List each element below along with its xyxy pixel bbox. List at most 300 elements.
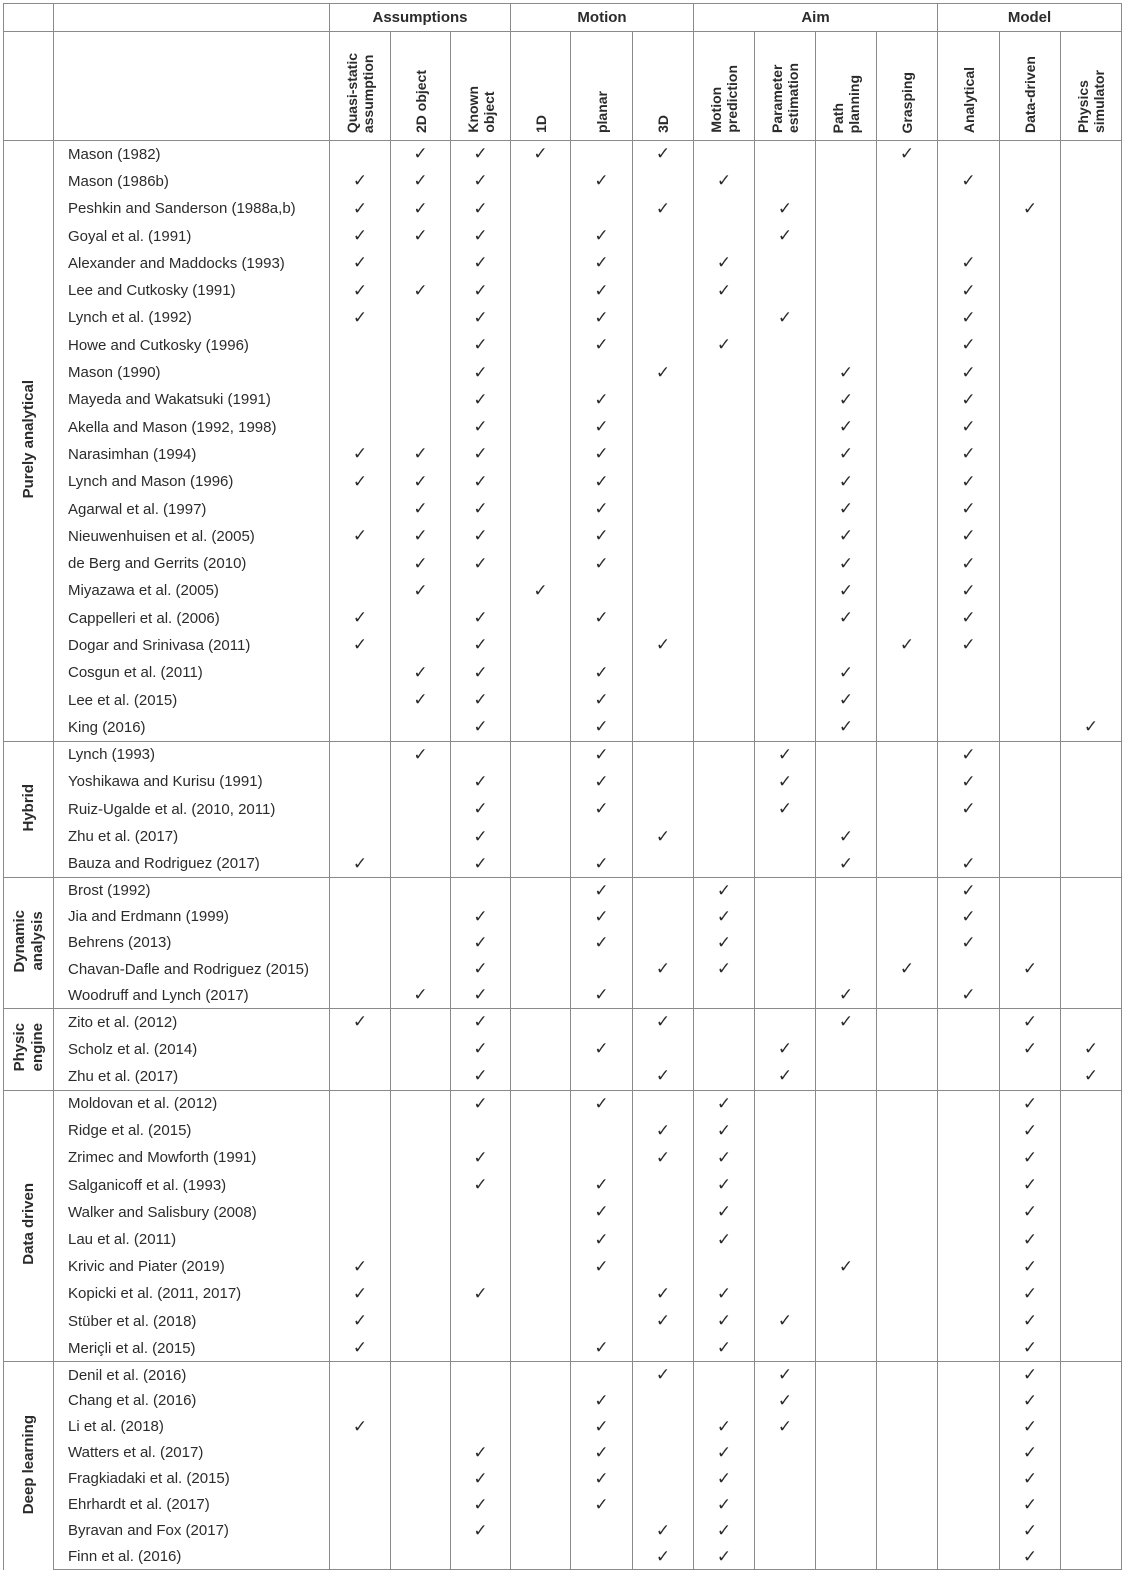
check-mark-cell: ✓ bbox=[694, 1518, 755, 1544]
empty-cell bbox=[694, 1063, 755, 1090]
empty-cell bbox=[816, 1280, 877, 1307]
table-row bbox=[4, 659, 1122, 686]
empty-cell bbox=[511, 1414, 571, 1440]
empty-cell bbox=[694, 359, 755, 386]
empty-cell bbox=[391, 359, 451, 386]
reference-cell: Yoshikawa and Kurisu (1991) bbox=[54, 768, 330, 795]
empty-cell bbox=[694, 605, 755, 632]
check-mark-cell: ✓ bbox=[571, 1090, 633, 1117]
empty-cell bbox=[816, 1226, 877, 1253]
empty-cell bbox=[511, 1518, 571, 1544]
table-row bbox=[4, 250, 1122, 277]
empty-cell bbox=[330, 796, 391, 823]
table-row bbox=[4, 141, 1122, 168]
empty-cell bbox=[755, 495, 816, 522]
col-data-driven bbox=[1000, 32, 1061, 141]
empty-cell bbox=[1000, 982, 1061, 1008]
table-row bbox=[4, 1362, 1122, 1388]
reference-cell: Mayeda and Wakatsuki (1991) bbox=[54, 386, 330, 413]
empty-cell bbox=[877, 982, 938, 1008]
empty-cell bbox=[1061, 632, 1122, 659]
empty-cell bbox=[330, 741, 391, 768]
empty-cell bbox=[755, 850, 816, 877]
check-mark-cell: ✓ bbox=[1061, 714, 1122, 741]
empty-cell bbox=[633, 386, 694, 413]
check-mark-cell: ✓ bbox=[391, 141, 451, 168]
table-row bbox=[4, 1090, 1122, 1117]
check-mark-cell: ✓ bbox=[938, 386, 1000, 413]
check-mark-cell: ✓ bbox=[755, 1414, 816, 1440]
check-mark-cell: ✓ bbox=[938, 550, 1000, 577]
empty-cell bbox=[511, 495, 571, 522]
empty-cell bbox=[938, 1226, 1000, 1253]
check-mark-cell: ✓ bbox=[451, 1280, 511, 1307]
empty-cell bbox=[755, 823, 816, 850]
empty-cell bbox=[511, 1280, 571, 1307]
empty-cell bbox=[330, 878, 391, 904]
empty-cell bbox=[451, 1253, 511, 1280]
empty-cell bbox=[330, 1362, 391, 1388]
empty-cell bbox=[1061, 1308, 1122, 1335]
check-mark-cell: ✓ bbox=[694, 250, 755, 277]
reference-cell: Peshkin and Sanderson (1988a,b) bbox=[54, 195, 330, 222]
empty-cell bbox=[755, 904, 816, 930]
table-row bbox=[4, 1199, 1122, 1226]
empty-cell bbox=[1061, 168, 1122, 195]
empty-cell bbox=[511, 823, 571, 850]
check-mark-cell: ✓ bbox=[938, 930, 1000, 956]
table-row bbox=[4, 468, 1122, 495]
empty-cell bbox=[633, 332, 694, 359]
empty-cell bbox=[511, 1063, 571, 1090]
empty-cell bbox=[511, 796, 571, 823]
check-mark-cell: ✓ bbox=[330, 250, 391, 277]
reference-cell: King (2016) bbox=[54, 714, 330, 741]
empty-cell bbox=[451, 1388, 511, 1414]
reference-cell: Byravan and Fox (2017) bbox=[54, 1518, 330, 1544]
empty-cell bbox=[938, 1440, 1000, 1466]
reference-cell: Cappelleri et al. (2006) bbox=[54, 605, 330, 632]
empty-cell bbox=[511, 468, 571, 495]
category-label: Hybrid bbox=[19, 783, 37, 832]
empty-cell bbox=[816, 904, 877, 930]
empty-cell bbox=[877, 605, 938, 632]
empty-cell bbox=[877, 1280, 938, 1307]
empty-cell bbox=[938, 1414, 1000, 1440]
empty-cell bbox=[694, 741, 755, 768]
check-mark-cell: ✓ bbox=[755, 1308, 816, 1335]
empty-cell bbox=[694, 850, 755, 877]
empty-cell bbox=[1061, 577, 1122, 604]
empty-cell bbox=[451, 741, 511, 768]
empty-cell bbox=[816, 1388, 877, 1414]
reference-cell: Agarwal et al. (1997) bbox=[54, 495, 330, 522]
reference-cell: Mason (1982) bbox=[54, 141, 330, 168]
empty-cell bbox=[877, 1544, 938, 1570]
check-mark-cell: ✓ bbox=[1061, 1063, 1122, 1090]
col-motion-prediction bbox=[694, 32, 755, 141]
reference-cell: Goyal et al. (1991) bbox=[54, 222, 330, 249]
check-mark-cell: ✓ bbox=[330, 277, 391, 304]
check-mark-cell: ✓ bbox=[451, 605, 511, 632]
check-mark-cell: ✓ bbox=[755, 195, 816, 222]
table-row bbox=[4, 1466, 1122, 1492]
empty-cell bbox=[938, 1388, 1000, 1414]
table-row bbox=[4, 632, 1122, 659]
check-mark-cell: ✓ bbox=[938, 332, 1000, 359]
check-mark-cell: ✓ bbox=[938, 982, 1000, 1008]
empty-cell bbox=[1000, 468, 1061, 495]
check-mark-cell: ✓ bbox=[633, 359, 694, 386]
empty-cell bbox=[391, 1226, 451, 1253]
check-mark-cell: ✓ bbox=[451, 1172, 511, 1199]
empty-cell bbox=[1061, 605, 1122, 632]
empty-cell bbox=[1061, 1226, 1122, 1253]
reference-cell: Akella and Mason (1992, 1998) bbox=[54, 413, 330, 440]
reference-cell: Kopicki et al. (2011, 2017) bbox=[54, 1280, 330, 1307]
empty-cell bbox=[633, 1335, 694, 1362]
check-mark-cell: ✓ bbox=[451, 332, 511, 359]
check-mark-cell: ✓ bbox=[694, 930, 755, 956]
empty-cell bbox=[938, 956, 1000, 982]
reference-cell: Dogar and Srinivasa (2011) bbox=[54, 632, 330, 659]
empty-cell bbox=[511, 956, 571, 982]
check-mark-cell: ✓ bbox=[694, 1226, 755, 1253]
empty-cell bbox=[877, 386, 938, 413]
check-mark-cell: ✓ bbox=[571, 850, 633, 877]
empty-cell bbox=[633, 168, 694, 195]
check-mark-cell: ✓ bbox=[451, 632, 511, 659]
empty-cell bbox=[391, 768, 451, 795]
table-row bbox=[4, 1335, 1122, 1362]
empty-cell bbox=[391, 1063, 451, 1090]
check-mark-cell: ✓ bbox=[330, 195, 391, 222]
table-row bbox=[4, 277, 1122, 304]
reference-cell: Lynch and Mason (1996) bbox=[54, 468, 330, 495]
category-label: Dynamic analysis bbox=[10, 909, 46, 973]
reference-cell: Mason (1986b) bbox=[54, 168, 330, 195]
check-mark-cell: ✓ bbox=[1000, 1090, 1061, 1117]
empty-cell bbox=[877, 441, 938, 468]
empty-cell bbox=[1000, 741, 1061, 768]
empty-cell bbox=[1061, 304, 1122, 331]
empty-cell bbox=[1061, 956, 1122, 982]
empty-cell bbox=[511, 1492, 571, 1518]
check-mark-cell: ✓ bbox=[755, 304, 816, 331]
reference-cell: Zrimec and Mowforth (1991) bbox=[54, 1144, 330, 1171]
empty-cell bbox=[330, 359, 391, 386]
check-mark-cell: ✓ bbox=[391, 222, 451, 249]
column-label: Path planning bbox=[830, 74, 862, 133]
empty-cell bbox=[938, 1063, 1000, 1090]
reference-cell: Lau et al. (2011) bbox=[54, 1226, 330, 1253]
col-path-planning bbox=[816, 32, 877, 141]
empty-cell bbox=[511, 195, 571, 222]
check-mark-cell: ✓ bbox=[571, 250, 633, 277]
col-grasping bbox=[877, 32, 938, 141]
col-planar bbox=[571, 32, 633, 141]
empty-cell bbox=[511, 1335, 571, 1362]
check-mark-cell: ✓ bbox=[571, 878, 633, 904]
empty-cell bbox=[877, 1063, 938, 1090]
empty-cell bbox=[451, 1544, 511, 1570]
check-mark-cell: ✓ bbox=[391, 195, 451, 222]
check-mark-cell: ✓ bbox=[1000, 1253, 1061, 1280]
check-mark-cell: ✓ bbox=[451, 850, 511, 877]
empty-cell bbox=[755, 1280, 816, 1307]
check-mark-cell: ✓ bbox=[571, 1414, 633, 1440]
check-mark-cell: ✓ bbox=[938, 878, 1000, 904]
empty-cell bbox=[755, 605, 816, 632]
empty-cell bbox=[938, 1144, 1000, 1171]
check-mark-cell: ✓ bbox=[451, 1440, 511, 1466]
check-mark-cell: ✓ bbox=[694, 1090, 755, 1117]
empty-cell bbox=[391, 1253, 451, 1280]
table-row bbox=[4, 1492, 1122, 1518]
column-header-row bbox=[4, 32, 1122, 141]
check-mark-cell: ✓ bbox=[1000, 1308, 1061, 1335]
reference-cell: Stüber et al. (2018) bbox=[54, 1308, 330, 1335]
check-mark-cell: ✓ bbox=[571, 523, 633, 550]
check-mark-cell: ✓ bbox=[451, 468, 511, 495]
empty-cell bbox=[816, 1308, 877, 1335]
category-cell bbox=[4, 141, 54, 742]
check-mark-cell: ✓ bbox=[330, 1335, 391, 1362]
empty-cell bbox=[694, 304, 755, 331]
empty-cell bbox=[938, 1308, 1000, 1335]
check-mark-cell: ✓ bbox=[816, 714, 877, 741]
empty-cell bbox=[330, 1466, 391, 1492]
empty-cell bbox=[755, 168, 816, 195]
check-mark-cell: ✓ bbox=[1000, 1518, 1061, 1544]
table-row bbox=[4, 1518, 1122, 1544]
check-mark-cell: ✓ bbox=[571, 277, 633, 304]
empty-cell bbox=[330, 1063, 391, 1090]
empty-cell bbox=[330, 577, 391, 604]
empty-cell bbox=[330, 1492, 391, 1518]
check-mark-cell: ✓ bbox=[938, 605, 1000, 632]
empty-cell bbox=[1061, 850, 1122, 877]
empty-cell bbox=[451, 1414, 511, 1440]
check-mark-cell: ✓ bbox=[633, 823, 694, 850]
check-mark-cell: ✓ bbox=[451, 523, 511, 550]
check-mark-cell: ✓ bbox=[1000, 1492, 1061, 1518]
empty-cell bbox=[755, 1199, 816, 1226]
check-mark-cell: ✓ bbox=[391, 550, 451, 577]
corner-cell bbox=[4, 4, 54, 32]
check-mark-cell: ✓ bbox=[816, 686, 877, 713]
empty-cell bbox=[755, 1466, 816, 1492]
corner-cell bbox=[4, 32, 54, 141]
table-row bbox=[4, 1544, 1122, 1570]
check-mark-cell: ✓ bbox=[391, 982, 451, 1008]
empty-cell bbox=[877, 1226, 938, 1253]
check-mark-cell: ✓ bbox=[571, 1335, 633, 1362]
empty-cell bbox=[571, 1544, 633, 1570]
empty-cell bbox=[1061, 1199, 1122, 1226]
check-mark-cell: ✓ bbox=[330, 1253, 391, 1280]
empty-cell bbox=[877, 741, 938, 768]
empty-cell bbox=[1061, 1388, 1122, 1414]
check-mark-cell: ✓ bbox=[633, 1008, 694, 1035]
empty-cell bbox=[1061, 878, 1122, 904]
check-mark-cell: ✓ bbox=[694, 878, 755, 904]
table-row bbox=[4, 956, 1122, 982]
reference-cell: Alexander and Maddocks (1993) bbox=[54, 250, 330, 277]
check-mark-cell: ✓ bbox=[511, 577, 571, 604]
empty-cell bbox=[755, 1492, 816, 1518]
check-mark-cell: ✓ bbox=[633, 1280, 694, 1307]
empty-cell bbox=[1000, 222, 1061, 249]
check-mark-cell: ✓ bbox=[1000, 1544, 1061, 1570]
check-mark-cell: ✓ bbox=[391, 741, 451, 768]
empty-cell bbox=[391, 1414, 451, 1440]
check-mark-cell: ✓ bbox=[633, 1362, 694, 1388]
check-mark-cell: ✓ bbox=[330, 1280, 391, 1307]
empty-cell bbox=[816, 1544, 877, 1570]
check-mark-cell: ✓ bbox=[451, 495, 511, 522]
check-mark-cell: ✓ bbox=[755, 1362, 816, 1388]
check-mark-cell: ✓ bbox=[1000, 1008, 1061, 1035]
check-mark-cell: ✓ bbox=[1000, 1144, 1061, 1171]
empty-cell bbox=[755, 386, 816, 413]
check-mark-cell: ✓ bbox=[938, 359, 1000, 386]
check-mark-cell: ✓ bbox=[755, 796, 816, 823]
category-cell bbox=[4, 1090, 54, 1362]
empty-cell bbox=[633, 686, 694, 713]
empty-cell bbox=[511, 741, 571, 768]
empty-cell bbox=[877, 359, 938, 386]
category-cell bbox=[4, 1362, 54, 1570]
check-mark-cell: ✓ bbox=[330, 605, 391, 632]
check-mark-cell: ✓ bbox=[938, 523, 1000, 550]
empty-cell bbox=[391, 1335, 451, 1362]
empty-cell bbox=[1061, 982, 1122, 1008]
empty-cell bbox=[1061, 659, 1122, 686]
table-row bbox=[4, 714, 1122, 741]
empty-cell bbox=[755, 632, 816, 659]
check-mark-cell: ✓ bbox=[938, 768, 1000, 795]
empty-cell bbox=[938, 1253, 1000, 1280]
check-mark-cell: ✓ bbox=[571, 686, 633, 713]
empty-cell bbox=[391, 1144, 451, 1171]
check-mark-cell: ✓ bbox=[938, 632, 1000, 659]
empty-cell bbox=[633, 714, 694, 741]
empty-cell bbox=[1000, 577, 1061, 604]
empty-cell bbox=[511, 904, 571, 930]
empty-cell bbox=[755, 930, 816, 956]
table-row bbox=[4, 1280, 1122, 1307]
empty-cell bbox=[1000, 686, 1061, 713]
empty-cell bbox=[1061, 1414, 1122, 1440]
column-label: Physics simulator bbox=[1075, 69, 1107, 133]
empty-cell bbox=[330, 1117, 391, 1144]
table-row bbox=[4, 1440, 1122, 1466]
empty-cell bbox=[1000, 386, 1061, 413]
check-mark-cell: ✓ bbox=[816, 413, 877, 440]
table-row bbox=[4, 741, 1122, 768]
empty-cell bbox=[938, 1518, 1000, 1544]
empty-cell bbox=[511, 1544, 571, 1570]
empty-cell bbox=[755, 250, 816, 277]
empty-cell bbox=[633, 850, 694, 877]
table-row bbox=[4, 930, 1122, 956]
check-mark-cell: ✓ bbox=[938, 304, 1000, 331]
column-label: Grasping bbox=[899, 71, 915, 133]
empty-cell bbox=[694, 1008, 755, 1035]
reference-cell: Lee and Cutkosky (1991) bbox=[54, 277, 330, 304]
reference-cell: Narasimhan (1994) bbox=[54, 441, 330, 468]
empty-cell bbox=[1061, 1144, 1122, 1171]
check-mark-cell: ✓ bbox=[330, 468, 391, 495]
empty-cell bbox=[330, 1544, 391, 1570]
check-mark-cell: ✓ bbox=[451, 386, 511, 413]
empty-cell bbox=[330, 1440, 391, 1466]
check-mark-cell: ✓ bbox=[571, 1492, 633, 1518]
table-row bbox=[4, 222, 1122, 249]
check-mark-cell: ✓ bbox=[1000, 956, 1061, 982]
check-mark-cell: ✓ bbox=[816, 1008, 877, 1035]
empty-cell bbox=[511, 1117, 571, 1144]
check-mark-cell: ✓ bbox=[451, 768, 511, 795]
reference-cell: Jia and Erdmann (1999) bbox=[54, 904, 330, 930]
empty-cell bbox=[1000, 878, 1061, 904]
reference-header-cell bbox=[54, 4, 330, 32]
empty-cell bbox=[877, 1117, 938, 1144]
table-row bbox=[4, 823, 1122, 850]
empty-cell bbox=[511, 1388, 571, 1414]
empty-cell bbox=[694, 659, 755, 686]
empty-cell bbox=[877, 1466, 938, 1492]
check-mark-cell: ✓ bbox=[571, 386, 633, 413]
empty-cell bbox=[1061, 1492, 1122, 1518]
empty-cell bbox=[938, 1280, 1000, 1307]
empty-cell bbox=[1000, 495, 1061, 522]
table-row bbox=[4, 195, 1122, 222]
empty-cell bbox=[1061, 195, 1122, 222]
empty-cell bbox=[633, 741, 694, 768]
empty-cell bbox=[877, 1036, 938, 1063]
empty-cell bbox=[1061, 413, 1122, 440]
column-label: 2D object bbox=[412, 69, 429, 133]
empty-cell bbox=[633, 277, 694, 304]
check-mark-cell: ✓ bbox=[633, 1063, 694, 1090]
empty-cell bbox=[451, 1199, 511, 1226]
table-row bbox=[4, 1036, 1122, 1063]
empty-cell bbox=[694, 523, 755, 550]
empty-cell bbox=[633, 1388, 694, 1414]
empty-cell bbox=[1000, 413, 1061, 440]
table-row bbox=[4, 495, 1122, 522]
empty-cell bbox=[330, 550, 391, 577]
column-label: Analytical bbox=[960, 66, 977, 133]
empty-cell bbox=[1061, 1280, 1122, 1307]
check-mark-cell: ✓ bbox=[938, 250, 1000, 277]
check-mark-cell: ✓ bbox=[816, 441, 877, 468]
empty-cell bbox=[755, 1335, 816, 1362]
empty-cell bbox=[877, 168, 938, 195]
empty-cell bbox=[330, 386, 391, 413]
check-mark-cell: ✓ bbox=[1000, 195, 1061, 222]
empty-cell bbox=[755, 1440, 816, 1466]
empty-cell bbox=[571, 823, 633, 850]
empty-cell bbox=[1061, 332, 1122, 359]
empty-cell bbox=[511, 277, 571, 304]
column-label: 3D bbox=[655, 115, 671, 133]
check-mark-cell: ✓ bbox=[571, 1440, 633, 1466]
empty-cell bbox=[1000, 714, 1061, 741]
empty-cell bbox=[391, 1117, 451, 1144]
